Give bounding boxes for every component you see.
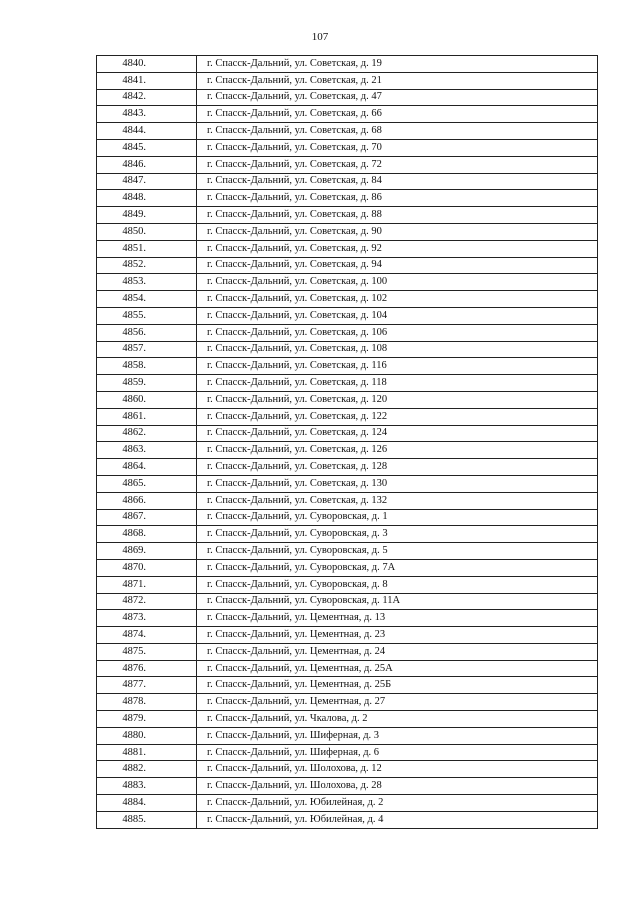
row-address: г. Спасск-Дальний, ул. Советская, д. 86 bbox=[197, 190, 598, 207]
row-number: 4855. bbox=[97, 307, 197, 324]
row-number: 4884. bbox=[97, 795, 197, 812]
row-address: г. Спасск-Дальний, ул. Юбилейная, д. 2 bbox=[197, 795, 598, 812]
table-row bbox=[97, 811, 598, 828]
row-number: 4857. bbox=[97, 341, 197, 358]
row-number: 4844. bbox=[97, 123, 197, 140]
row-number: 4860. bbox=[97, 391, 197, 408]
row-address: г. Спасск-Дальний, ул. Юбилейная, д. 4 bbox=[197, 811, 598, 828]
row-number: 4868. bbox=[97, 526, 197, 543]
row-address: г. Спасск-Дальний, ул. Советская, д. 68 bbox=[197, 123, 598, 140]
row-number: 4856. bbox=[97, 324, 197, 341]
row-number: 4850. bbox=[97, 223, 197, 240]
table-row bbox=[97, 190, 598, 207]
row-number: 4872. bbox=[97, 593, 197, 610]
row-address: г. Спасск-Дальний, ул. Советская, д. 102 bbox=[197, 291, 598, 308]
table-row bbox=[97, 526, 598, 543]
row-number: 4864. bbox=[97, 459, 197, 476]
page-number: 107 bbox=[311, 31, 329, 43]
table-row bbox=[97, 627, 598, 644]
row-number: 4851. bbox=[97, 240, 197, 257]
table-row bbox=[97, 643, 598, 660]
table-row bbox=[97, 223, 598, 240]
row-number: 4883. bbox=[97, 778, 197, 795]
table-row bbox=[97, 291, 598, 308]
row-number: 4880. bbox=[97, 727, 197, 744]
row-address: г. Спасск-Дальний, ул. Советская, д. 72 bbox=[197, 156, 598, 173]
row-number: 4847. bbox=[97, 173, 197, 190]
row-address: г. Спасск-Дальний, ул. Цементная, д. 25А bbox=[197, 660, 598, 677]
row-address: г. Спасск-Дальний, ул. Советская, д. 94 bbox=[197, 257, 598, 274]
row-number: 4876. bbox=[97, 660, 197, 677]
address-table-body bbox=[97, 56, 598, 829]
address-table bbox=[96, 55, 598, 829]
row-number: 4885. bbox=[97, 811, 197, 828]
table-row bbox=[97, 341, 598, 358]
row-number: 4875. bbox=[97, 643, 197, 660]
row-address: г. Спасск-Дальний, ул. Шиферная, д. 6 bbox=[197, 744, 598, 761]
row-number: 4843. bbox=[97, 106, 197, 123]
row-address: г. Спасск-Дальний, ул. Цементная, д. 24 bbox=[197, 643, 598, 660]
table-row bbox=[97, 89, 598, 106]
row-number: 4840. bbox=[97, 56, 197, 73]
row-address: г. Спасск-Дальний, ул. Суворовская, д. 5 bbox=[197, 543, 598, 560]
row-address: г. Спасск-Дальний, ул. Советская, д. 130 bbox=[197, 475, 598, 492]
row-number: 4865. bbox=[97, 475, 197, 492]
row-number: 4842. bbox=[97, 89, 197, 106]
row-address: г. Спасск-Дальний, ул. Шолохова, д. 28 bbox=[197, 778, 598, 795]
table-row bbox=[97, 106, 598, 123]
table-row bbox=[97, 778, 598, 795]
table-row bbox=[97, 139, 598, 156]
row-number: 4867. bbox=[97, 509, 197, 526]
table-row bbox=[97, 173, 598, 190]
row-address: г. Спасск-Дальний, ул. Советская, д. 126 bbox=[197, 442, 598, 459]
table-row bbox=[97, 761, 598, 778]
table-row bbox=[97, 543, 598, 560]
table-row bbox=[97, 375, 598, 392]
row-address: г. Спасск-Дальний, ул. Цементная, д. 25Б bbox=[197, 677, 598, 694]
row-address: г. Спасск-Дальний, ул. Советская, д. 70 bbox=[197, 139, 598, 156]
row-address: г. Спасск-Дальний, ул. Советская, д. 104 bbox=[197, 307, 598, 324]
table-row bbox=[97, 559, 598, 576]
table-row bbox=[97, 274, 598, 291]
row-number: 4852. bbox=[97, 257, 197, 274]
row-address: г. Спасск-Дальний, ул. Советская, д. 88 bbox=[197, 207, 598, 224]
row-address: г. Спасск-Дальний, ул. Советская, д. 120 bbox=[197, 391, 598, 408]
table-row bbox=[97, 324, 598, 341]
table-row bbox=[97, 744, 598, 761]
row-address: г. Спасск-Дальний, ул. Советская, д. 100 bbox=[197, 274, 598, 291]
row-address: г. Спасск-Дальний, ул. Советская, д. 92 bbox=[197, 240, 598, 257]
row-number: 4869. bbox=[97, 543, 197, 560]
table-row bbox=[97, 459, 598, 476]
row-address: г. Спасск-Дальний, ул. Советская, д. 19 bbox=[197, 56, 598, 73]
table-row bbox=[97, 408, 598, 425]
table-row bbox=[97, 509, 598, 526]
row-address: г. Спасск-Дальний, ул. Советская, д. 106 bbox=[197, 324, 598, 341]
row-number: 4854. bbox=[97, 291, 197, 308]
table-row bbox=[97, 442, 598, 459]
row-address: г. Спасск-Дальний, ул. Советская, д. 128 bbox=[197, 459, 598, 476]
row-number: 4858. bbox=[97, 358, 197, 375]
row-number: 4873. bbox=[97, 610, 197, 627]
row-number: 4870. bbox=[97, 559, 197, 576]
table-row bbox=[97, 391, 598, 408]
row-address: г. Спасск-Дальний, ул. Советская, д. 47 bbox=[197, 89, 598, 106]
row-number: 4861. bbox=[97, 408, 197, 425]
row-address: г. Спасск-Дальний, ул. Советская, д. 84 bbox=[197, 173, 598, 190]
row-number: 4862. bbox=[97, 425, 197, 442]
table-row bbox=[97, 257, 598, 274]
row-address: г. Спасск-Дальний, ул. Чкалова, д. 2 bbox=[197, 711, 598, 728]
row-number: 4849. bbox=[97, 207, 197, 224]
table-row bbox=[97, 795, 598, 812]
table-row bbox=[97, 358, 598, 375]
table-row bbox=[97, 576, 598, 593]
row-address: г. Спасск-Дальний, ул. Цементная, д. 27 bbox=[197, 694, 598, 711]
table-row bbox=[97, 492, 598, 509]
row-address: г. Спасск-Дальний, ул. Суворовская, д. 8 bbox=[197, 576, 598, 593]
row-address: г. Спасск-Дальний, ул. Шолохова, д. 12 bbox=[197, 761, 598, 778]
row-address: г. Спасск-Дальний, ул. Цементная, д. 23 bbox=[197, 627, 598, 644]
table-row bbox=[97, 727, 598, 744]
table-row bbox=[97, 711, 598, 728]
row-number: 4871. bbox=[97, 576, 197, 593]
table-row bbox=[97, 593, 598, 610]
row-number: 4848. bbox=[97, 190, 197, 207]
row-number: 4882. bbox=[97, 761, 197, 778]
table-row bbox=[97, 56, 598, 73]
table-row bbox=[97, 240, 598, 257]
row-address: г. Спасск-Дальний, ул. Советская, д. 122 bbox=[197, 408, 598, 425]
row-number: 4877. bbox=[97, 677, 197, 694]
row-number: 4878. bbox=[97, 694, 197, 711]
row-number: 4879. bbox=[97, 711, 197, 728]
row-number: 4863. bbox=[97, 442, 197, 459]
row-address: г. Спасск-Дальний, ул. Советская, д. 116 bbox=[197, 358, 598, 375]
table-row bbox=[97, 207, 598, 224]
row-address: г. Спасск-Дальний, ул. Шиферная, д. 3 bbox=[197, 727, 598, 744]
row-address: г. Спасск-Дальний, ул. Суворовская, д. 7А bbox=[197, 559, 598, 576]
row-number: 4841. bbox=[97, 72, 197, 89]
table-row bbox=[97, 307, 598, 324]
row-address: г. Спасск-Дальний, ул. Советская, д. 132 bbox=[197, 492, 598, 509]
table-row bbox=[97, 72, 598, 89]
row-number: 4881. bbox=[97, 744, 197, 761]
row-address: г. Спасск-Дальний, ул. Суворовская, д. 11А bbox=[197, 593, 598, 610]
table-row bbox=[97, 677, 598, 694]
table-row bbox=[97, 610, 598, 627]
table-row bbox=[97, 425, 598, 442]
row-address: г. Спасск-Дальний, ул. Цементная, д. 13 bbox=[197, 610, 598, 627]
row-address: г. Спасск-Дальний, ул. Суворовская, д. 3 bbox=[197, 526, 598, 543]
row-address: г. Спасск-Дальний, ул. Советская, д. 90 bbox=[197, 223, 598, 240]
row-address: г. Спасск-Дальний, ул. Суворовская, д. 1 bbox=[197, 509, 598, 526]
table-row bbox=[97, 156, 598, 173]
table-row bbox=[97, 660, 598, 677]
table-row bbox=[97, 123, 598, 140]
row-address: г. Спасск-Дальний, ул. Советская, д. 21 bbox=[197, 72, 598, 89]
row-number: 4874. bbox=[97, 627, 197, 644]
row-address: г. Спасск-Дальний, ул. Советская, д. 108 bbox=[197, 341, 598, 358]
table-row bbox=[97, 475, 598, 492]
row-address: г. Спасск-Дальний, ул. Советская, д. 124 bbox=[197, 425, 598, 442]
row-number: 4845. bbox=[97, 139, 197, 156]
table-row bbox=[97, 694, 598, 711]
row-address: г. Спасск-Дальний, ул. Советская, д. 118 bbox=[197, 375, 598, 392]
row-number: 4853. bbox=[97, 274, 197, 291]
row-number: 4859. bbox=[97, 375, 197, 392]
row-number: 4866. bbox=[97, 492, 197, 509]
row-address: г. Спасск-Дальний, ул. Советская, д. 66 bbox=[197, 106, 598, 123]
row-number: 4846. bbox=[97, 156, 197, 173]
